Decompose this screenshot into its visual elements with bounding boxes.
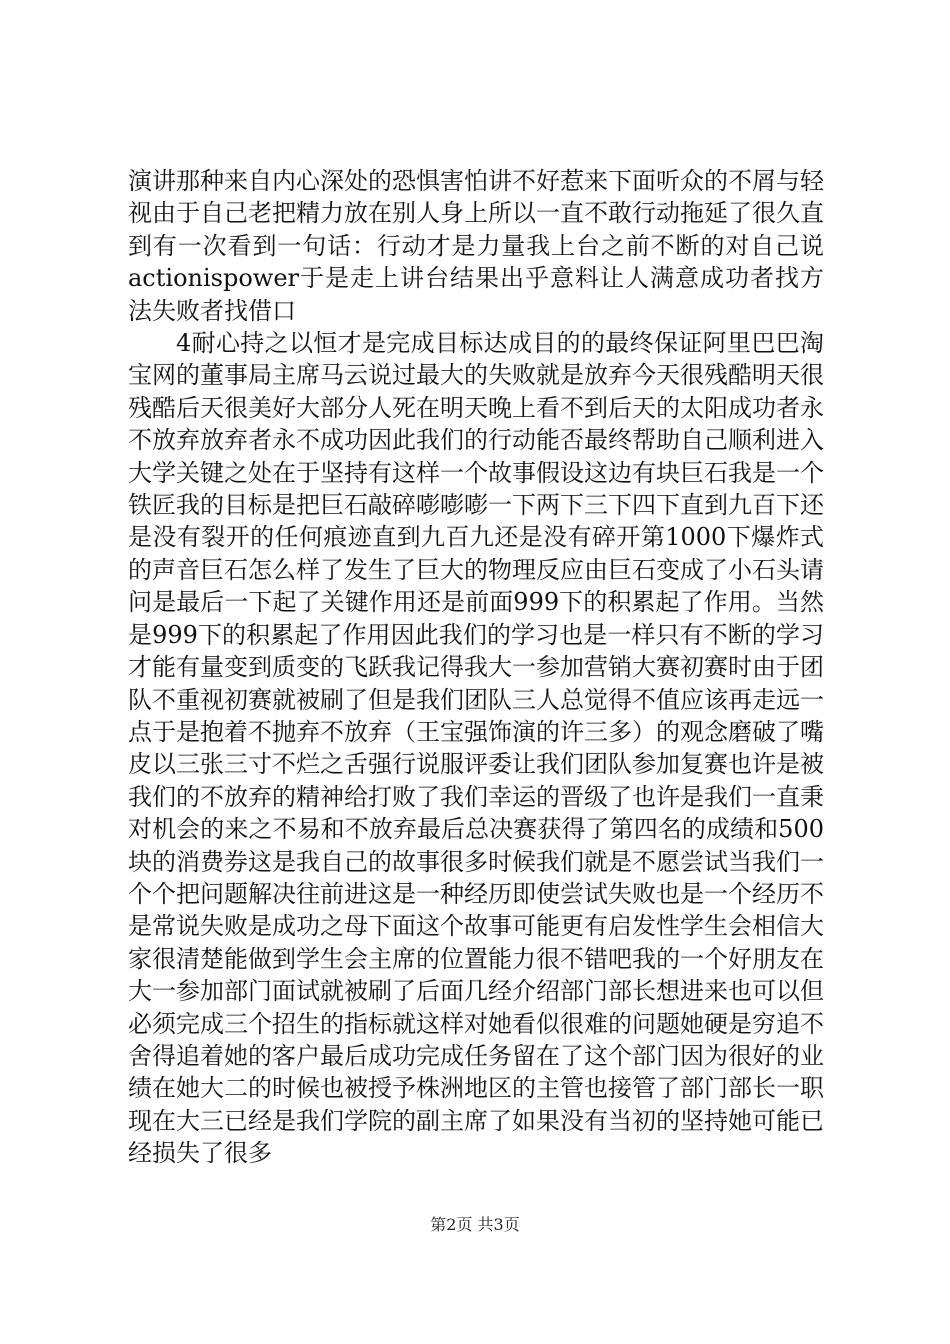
paragraph-continuation: 演讲那种来自内心深处的恐惧害怕讲不好惹来下面听众的不屑与轻视由于自己老把精力放在别人身上所以一直不敢行动拖延了很久直到有一次看到一句话：行动才是力量我上台之前不断的对自己说actionispower于是走上讲台结果出乎意料让人满意成功者找方法失败者找借口 [128,167,824,325]
document-body [128,165,824,1170]
page-number-footer: 第2页 共3页 [430,1215,520,1234]
paragraph-perseverance: 4耐心持之以恒才是完成目标达成目的的最终保证阿里巴巴淘宝网的董事局主席马云说过最大的失败就是放弃今天很残酷明天很残酷后天很美好大部分人死在明天晚上看不到后天的太阳成功者永不放弃放弃者永不成功因此我们的行动能否最终帮助自己顺利进入大学关键之处在于坚持有这样一个故事假设这边有块巨石我是一个铁匠我的目标是把巨石敲碎嘭嘭嘭一下两下三下四下直到九百下还是没有裂开的任何痕迹直到九百九还是没有碎开第1000下爆炸式的声音巨石怎么样了发生了巨大的物理反应由巨石变成了小石头请问是最后一下起了关键作用还是前面999下的积累起了作用。当然是999下的积累起了作用因此我们的学习也是一样只有不断的学习才能有量变到质变的飞跃我记得我大一参加营销大赛初赛时由于团队不重视初赛就被刷了但是我们团队三人总觉得不值应该再走远一点于是抱着不抛弃不放弃（王宝强饰演的许三多）的观念磨破了嘴皮以三张三寸不烂之舌强行说服评委让我们团队参加复赛也许是被我们的不放弃的精神给打败了我们幸运的晋级了也许是我们一直秉对机会的来之不易和不放弃最后总决赛获得了第四名的成绩和500块的消费券这是我自己的故事很多时候我们就是不愿尝试当我们一个个把问题解决往前进这是一种经历即使尝试失败也是一个经历不是常说失败是成功之母下面这个故事可能更有启发性学生会相信大家很清楚能做到学生会主席的位置能力很不错吧我的一个好朋友在大一参加部门面试就被刷了后面几经介绍部门部长想进来也可以但必须完成三个招生的指标就这样对她看似很难的问题她硬是穷追不舍得追着她的客户最后成功完成任务留在了这个部门因为很好的业绩在她大二的时候也被授予株洲地区的主管也接管了部门部长一职现在大三已经是我们学院的副主席了如果没有当初的坚持她可能已经损失了很多 [128,329,824,1168]
